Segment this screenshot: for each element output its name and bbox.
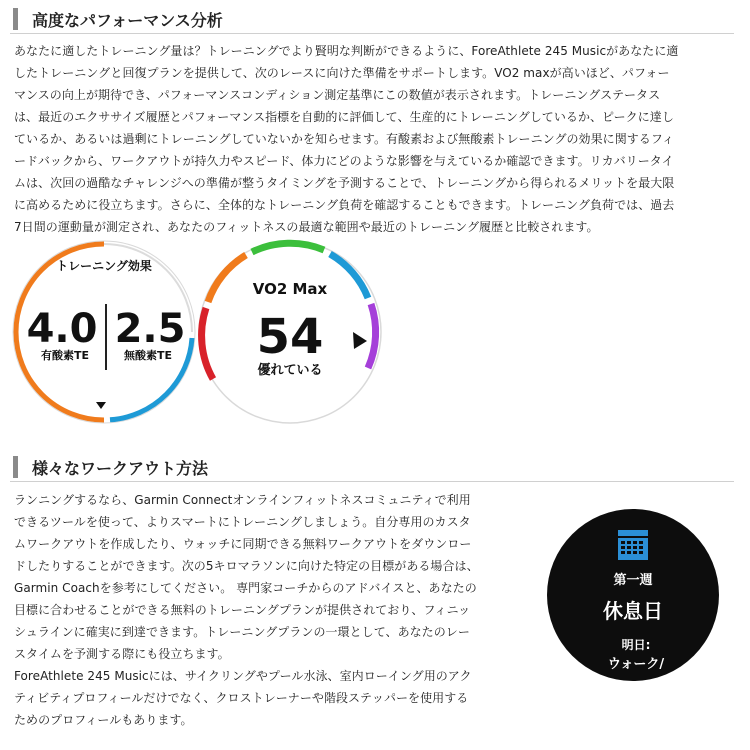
section-marker <box>13 456 18 478</box>
vo2-rating: 優れている <box>257 363 323 378</box>
text-line: ムワークアウトを作成したり、ウォッチに同期できる無料ワークアウトをダウンロー <box>14 537 472 551</box>
workouts-description <box>14 489 514 731</box>
week-label: 第一週 <box>613 573 653 588</box>
text-line: マンスの向上が期待でき、パフォーマンスコンディション測定基準にこの数値が表示されます。トレーニングステータス <box>14 88 661 102</box>
text-line: ードバックから、ワークアウトが持久力やスピード、体力にどのような影響を与えているか確認できます。リカバリータイ <box>14 154 674 168</box>
performance-description <box>14 40 738 238</box>
text-line: 目標に合わせることができる無料のトレーニングプランが提供されており、フィニッ <box>14 603 471 617</box>
section-header-workouts <box>10 452 734 482</box>
rest-day-label: 休息日 <box>603 599 663 623</box>
section-marker <box>13 8 18 30</box>
training-effect-title: トレーニング効果 <box>56 259 152 273</box>
text-line: ティビティプロフィールだけでなく、クロストレーナーや階段ステッパーを使用する <box>14 691 469 705</box>
section-title: 様々なワークアウト方法 <box>32 459 209 478</box>
anaerobic-value: 2.5 <box>114 306 186 352</box>
text-line: は、最近のエクササイズ履歴とパフォーマンス指標を自動的に評価して、生産的にトレーニングしているか、ピークに達し <box>14 110 674 124</box>
vo2-value: 54 <box>256 309 324 365</box>
text-line: ているか、あるいは過剰にトレーニングしていないかを知らせます。有酸素および無酸素トレーニングの効果に関するフィ <box>14 132 674 146</box>
section-header-performance <box>10 4 734 34</box>
text-line: ためのプロフィールもあります。 <box>14 713 193 727</box>
text-line: ムは、次回の過酷なチャレンジへの準備が整うタイミングを予測することで、トレーニングから得られるメリットを最大限 <box>14 176 675 190</box>
text-line: に高めるために役立ちます。さらに、全体的なトレーニング負荷を確認することもできます。トレーニング負荷では、過去 <box>14 198 675 212</box>
text-line: スタイムを予測する際にも役立ちます。 <box>14 647 230 661</box>
anaerobic-label: 無酸素TE <box>123 349 173 362</box>
section-title: 高度なパフォーマンス分析 <box>32 11 223 30</box>
text-line: したトレーニングと回復プランを提供して、次のレースに向けた準備をサポートします。VO2 maxが高いほど、パフォー <box>14 66 670 80</box>
vo2max-watch-face <box>196 238 384 426</box>
tomorrow-label: 明日: <box>621 638 651 652</box>
text-line: できるツールを使って、よりスマートにトレーニングしましょう。自分専用のカスタ <box>14 515 471 529</box>
tomorrow-value: ウォーク/ <box>607 657 665 672</box>
text-line: ドしたりすることができます。次の5キロマラソンに向けた特定の目標がある場合は、 <box>14 559 479 573</box>
text-line: ForeAthlete 245 Musicには、サイクリングやプール水泳、室内ローイング用のアク <box>14 669 472 683</box>
text-line: あなたに適したトレーニング量は？トレーニングでより賢明な判断ができるように、ForeAthlete 245 Musicがあなたに適 <box>14 44 679 58</box>
text-line: 7日間の運動量が測定され、あなたのフィットネスの最適な範囲や最近のトレーニング履歴と比較されます。 <box>14 220 599 234</box>
aerobic-label: 有酸素TE <box>40 349 90 362</box>
text-line: シュラインに確実に到達できます。トレーニングプランの一環として、あなたのレー <box>14 625 470 639</box>
aerobic-value: 4.0 <box>26 306 98 352</box>
coach-watch-face <box>546 508 720 682</box>
text-line: Garmin Coachを参考にしてください。 専門家コーチからのアドバイスと、あなたの <box>14 581 477 595</box>
text-line: ランニングするなら、Garmin Connectオンラインフィットネスコミュニティで利用 <box>14 493 471 507</box>
training-effect-watch-face <box>10 238 198 426</box>
vo2-title: VO2 Max <box>252 280 328 298</box>
calendar-icon <box>618 530 648 560</box>
